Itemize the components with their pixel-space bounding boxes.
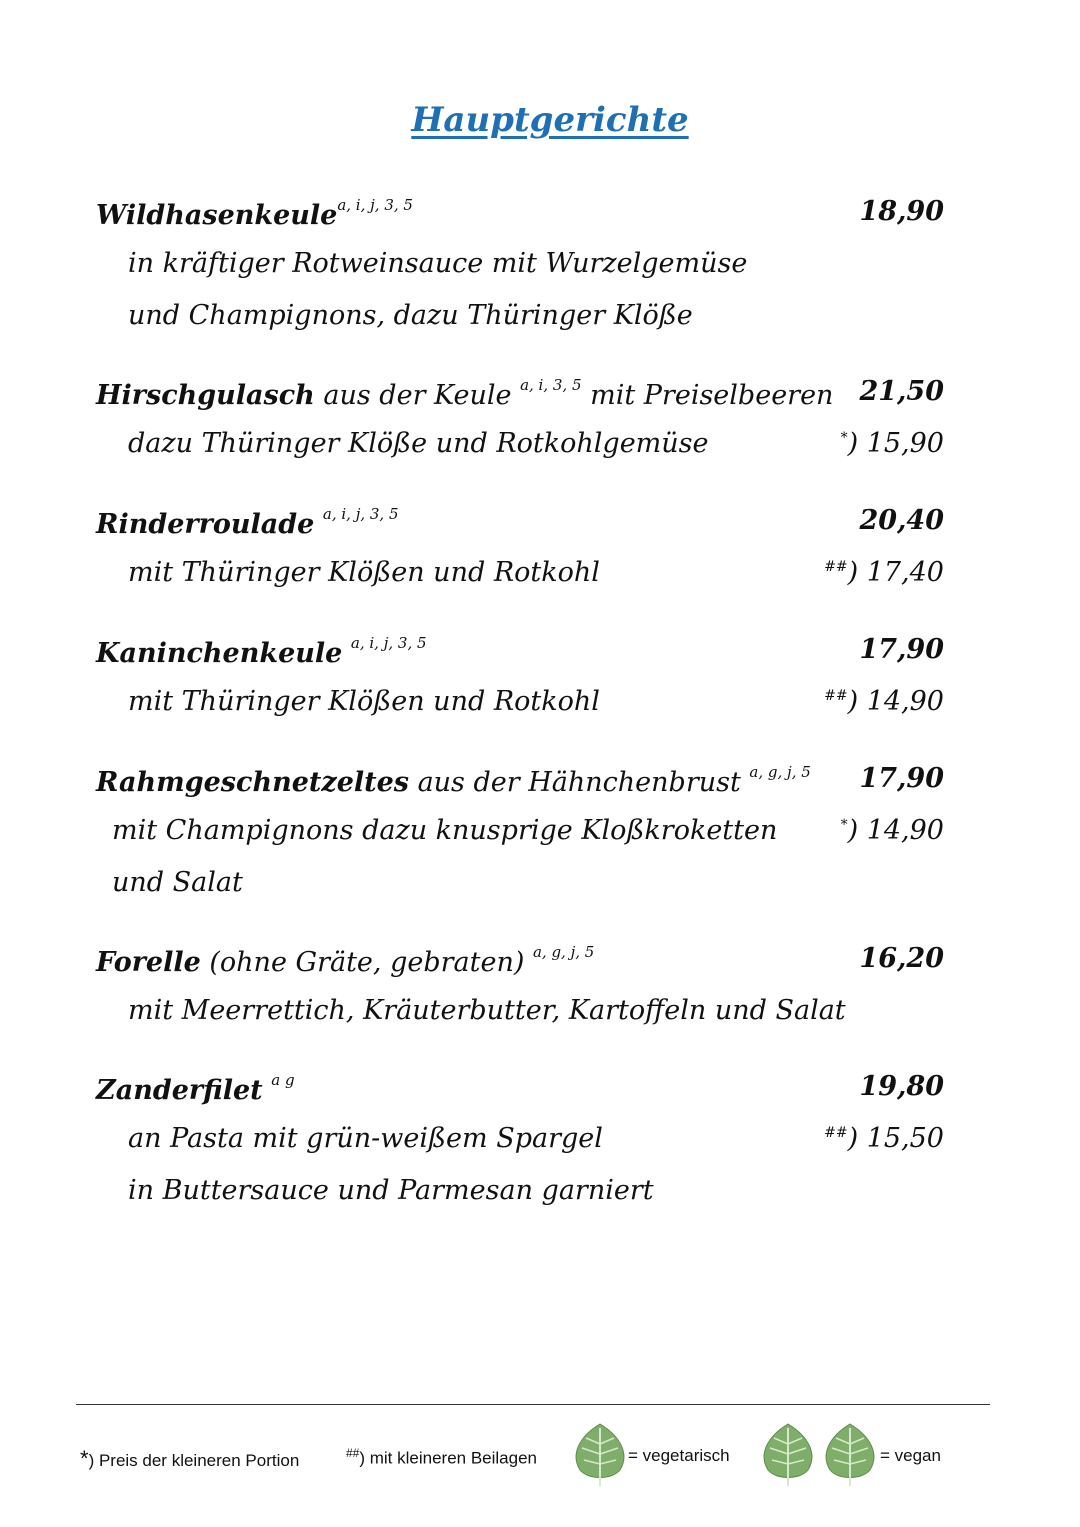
menu-item bbox=[96, 196, 944, 352]
dish-description: an Pasta mit grün-weißem Spargel ##) 15,50 bbox=[128, 1123, 944, 1154]
leaf-icon bbox=[756, 1420, 820, 1492]
menu-item bbox=[96, 943, 944, 1047]
dish-name: Hirschgulasch bbox=[96, 380, 315, 411]
dish-intro bbox=[314, 509, 323, 540]
dish-name: Kaninchenkeule bbox=[96, 638, 343, 669]
allergen-codes: a, i, 3, 5 bbox=[520, 376, 582, 394]
dish-description: mit Champignons dazu knusprige Kloßkroketten *) 14,90 bbox=[112, 815, 944, 846]
small-portion-price: ##) 15,50 bbox=[824, 1123, 944, 1154]
dish-name: Forelle bbox=[96, 947, 201, 978]
legend-small-portion: *) Preis der kleineren Portion bbox=[80, 1446, 300, 1471]
dish-header bbox=[96, 943, 944, 995]
menu-item bbox=[96, 505, 944, 609]
menu-item bbox=[96, 1071, 944, 1227]
dish-header bbox=[96, 634, 944, 686]
allergen-codes: a g bbox=[271, 1071, 295, 1089]
dish-intro bbox=[342, 638, 351, 669]
dish-description: in kräftiger Rotweinsauce mit Wurzelgemüse bbox=[128, 248, 748, 279]
page-title: Hauptgerichte bbox=[411, 100, 689, 140]
dish-price: 21,50 bbox=[859, 376, 944, 407]
small-portion-price: *) 14,90 bbox=[840, 815, 944, 846]
dish-header bbox=[96, 763, 944, 815]
dish-price: 18,90 bbox=[859, 196, 944, 227]
dish-intro: (ohne Gräte, gebraten) bbox=[200, 947, 533, 978]
dish-description: mit Meerrettich, Kräuterbutter, Kartoffeln und Salat bbox=[128, 995, 846, 1026]
dish-name: Rahmgeschnetzeltes bbox=[96, 767, 409, 798]
menu-item bbox=[96, 634, 944, 738]
dish-description: dazu Thüringer Klöße und Rotkohlgemüse *) 15,90 bbox=[128, 428, 944, 459]
footer-divider bbox=[76, 1404, 990, 1405]
allergen-codes: a, i, j, 3, 5 bbox=[350, 634, 427, 652]
dish-header bbox=[96, 1071, 944, 1123]
dish-intro: aus der Keule bbox=[314, 380, 521, 411]
menu-item bbox=[96, 763, 944, 919]
leaf-icon bbox=[568, 1420, 632, 1492]
dish-description: mit Thüringer Klößen und Rotkohl ##) 17,40 bbox=[128, 557, 944, 588]
dish-name: Zanderfilet bbox=[96, 1075, 263, 1106]
dish-header bbox=[96, 376, 944, 428]
allergen-codes: a, g, j, 5 bbox=[749, 763, 811, 781]
dish-intro bbox=[263, 1075, 272, 1106]
dish-description: in Buttersauce und Parmesan garniert bbox=[128, 1175, 654, 1206]
dish-name: Rinderroulade bbox=[96, 509, 315, 540]
dish-header bbox=[96, 505, 944, 557]
allergen-codes: a, i, j, 3, 5 bbox=[322, 505, 399, 523]
dish-suffix: mit Preiselbeeren bbox=[581, 380, 834, 411]
dish-price: 16,20 bbox=[859, 943, 944, 974]
allergen-codes: a, g, j, 5 bbox=[532, 943, 595, 961]
legend bbox=[80, 1432, 980, 1492]
dish-price: 17,90 bbox=[859, 763, 944, 794]
dish-price: 20,40 bbox=[859, 505, 944, 536]
dish-description: und Champignons, dazu Thüringer Klöße bbox=[128, 300, 693, 331]
dish-price: 19,80 bbox=[859, 1071, 944, 1102]
dish-description: mit Thüringer Klößen und Rotkohl ##) 14,90 bbox=[128, 686, 944, 717]
small-portion-price: ##) 17,40 bbox=[824, 557, 944, 588]
legend-vegetarian: = vegetarisch bbox=[628, 1446, 730, 1465]
allergen-codes: a, i, j, 3, 5 bbox=[337, 196, 413, 214]
leaf-icon bbox=[818, 1420, 882, 1492]
menu-item bbox=[96, 376, 944, 480]
dish-name: Wildhasenkeule bbox=[96, 200, 338, 231]
small-portion-price: ##) 14,90 bbox=[824, 686, 944, 717]
dish-description: und Salat bbox=[112, 867, 243, 898]
small-portion-price: *) 15,90 bbox=[840, 428, 944, 459]
legend-vegan: = vegan bbox=[880, 1446, 941, 1465]
dish-header bbox=[96, 196, 944, 248]
dish-intro: aus der Hähnchenbrust bbox=[408, 767, 750, 798]
legend-small-sides: ##) mit kleineren Beilagen bbox=[346, 1446, 538, 1468]
dish-price: 17,90 bbox=[859, 634, 944, 665]
